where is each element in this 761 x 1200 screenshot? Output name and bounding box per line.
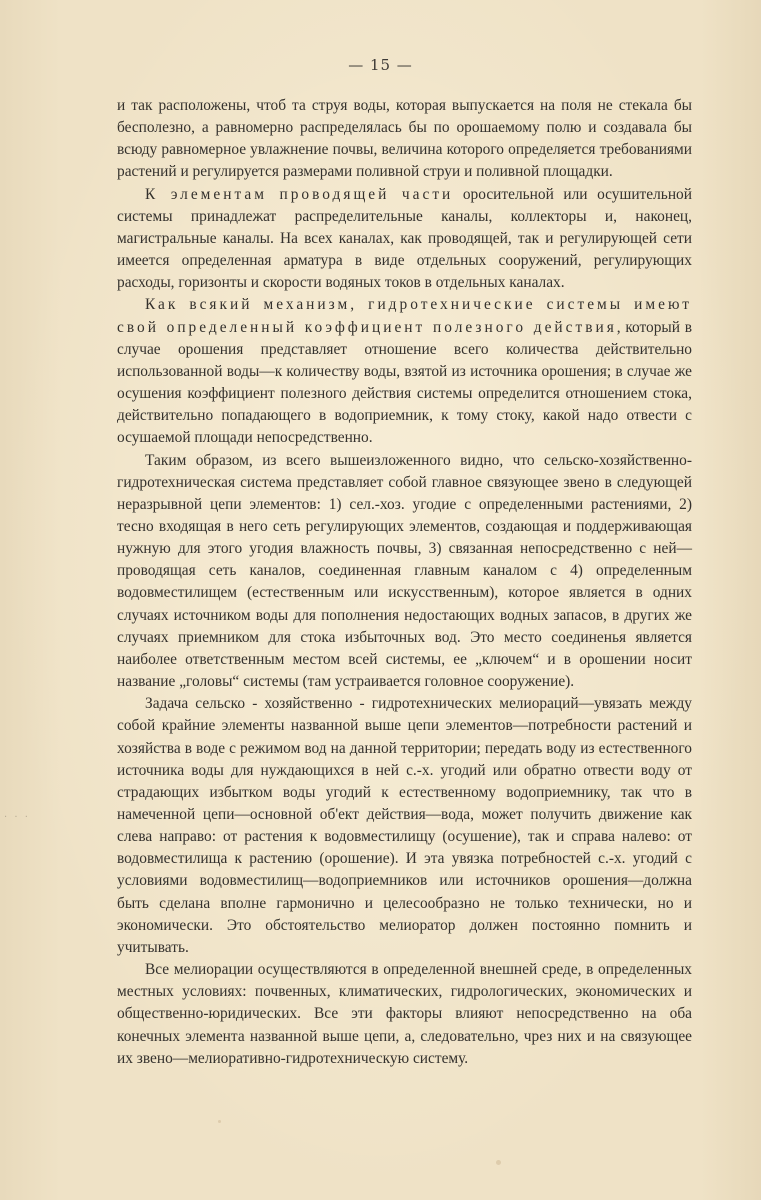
paragraph-3 bbox=[117, 294, 692, 449]
paragraph-4-text: Таким образом, из всего вышеизложенного видно, что сельско-хозяйственно-гидротехническая система представляет собой главное связующее звено в следующей неразрывной цепи элементов: 1) сел.-хоз. угодие с определенными растениями, 2) тесно входящая в него сеть регулирующих элементов, создающая и поддерживающая нужную для этого угодия влажность почвы, 3) связанная непосредственно с ней—проводящая сеть каналов, соединенная главным каналом с 4) определенным водовместилищем (естественным или искусственным), которое является в одних случаях источником воды для пополнения недостающих водных запасов, в других же случаях приемником для стока избыточных вод. Это место соединенья является наиболее ответственным местом всей системы, ее „ключем“ и в орошении носит название „головы“ системы (там устраивается головное сооружение). bbox=[117, 451, 692, 691]
paragraph-5 bbox=[117, 693, 692, 959]
paragraph-2-lead: К элементам проводящей части bbox=[145, 185, 454, 203]
paragraph-6-text: Все мелиорации осуществляются в определенной внешней среде, в определенных местных условиях: почвенных, климатических, гидрологических, экономических и общественно-юридических. Все эти факторы влияют непосредственно на оба конечных элемента названной выше цепи, а, следовательно, чрез них и на связующее их звено—мелиоративно-гидротехническую систему. bbox=[117, 961, 692, 1067]
paper-stain bbox=[496, 1160, 501, 1165]
paper-stain bbox=[218, 1120, 221, 1123]
paragraph-3-lead: Как всякий механизм, гидротехнические системы имеют свой определенный коэффициент полезного действия bbox=[117, 296, 692, 336]
paragraph-2-text: оросительной или осушительной системы принадлежат распределительные каналы, коллекторы и, наконец, магистральные каналы. На всех каналах, как проводящей, так и регулирующей сети имеется определенная арматура в виде отдельных сооружений, регулирующих расходы, горизонты и скорости водяных токов в отдельных каналах. bbox=[117, 185, 692, 292]
page-number: — 15 — bbox=[348, 56, 413, 74]
margin-mark: · · · bbox=[4, 812, 30, 823]
paragraph-1-text: и так расположены, чтоб та струя воды, которая выпускается на поля не стекала бы бесполезно, а равномерно распределялась бы по орошаемому полю и создавала бы всюду равномерное увлажнение почвы, величина которого определяется требованиями растений и регулируется размерами поливной струи и поливной площадки. bbox=[117, 97, 692, 181]
paragraph-6 bbox=[117, 959, 692, 1070]
paragraph-2 bbox=[117, 184, 692, 295]
paragraph-5-text: Задача сельско - хозяйственно - гидротехнических мелиораций—увязать между собой крайние элементы названной выше цепи элементов—потребности растений и хозяйства в воде с режимом вод на данной территории; передать воду из естественного источника воды для нуждающихся в ней с.-х. угодий или обратно отвести воду от страдающих избытком воды угодий к естественному водоприемнику, так что в намеченной цепи—основной об'ект действия—вода, может получить движение как слева направо: от растения к водовместилищу (осушение), так и справа налево: от водовместилища к растению (орошение). И эта увязка потребностей с.-х. угодий с условиями водовместилищ—водоприемников или источников орошения—должна быть сделана вполне гармонично и целесообразно не только технически, но и экономически. Это обстоятельство мелиоратор должен постоянно помнить и учитывать. bbox=[117, 695, 692, 956]
paragraph-1 bbox=[117, 95, 692, 184]
paragraph-4 bbox=[117, 450, 692, 694]
paragraph-3-text: , который в случае орошения представляет отношение всего количества действительно использованной воды—к количеству воды, взятой из источника орошения; в случае же осушения коэффициент полезного действия системы определится отношением стока, действительно попадающего в водоприемник, к тому стоку, какой надо отвести с осушаемой площади непосредственно. bbox=[117, 318, 692, 447]
body-text bbox=[117, 95, 692, 1070]
